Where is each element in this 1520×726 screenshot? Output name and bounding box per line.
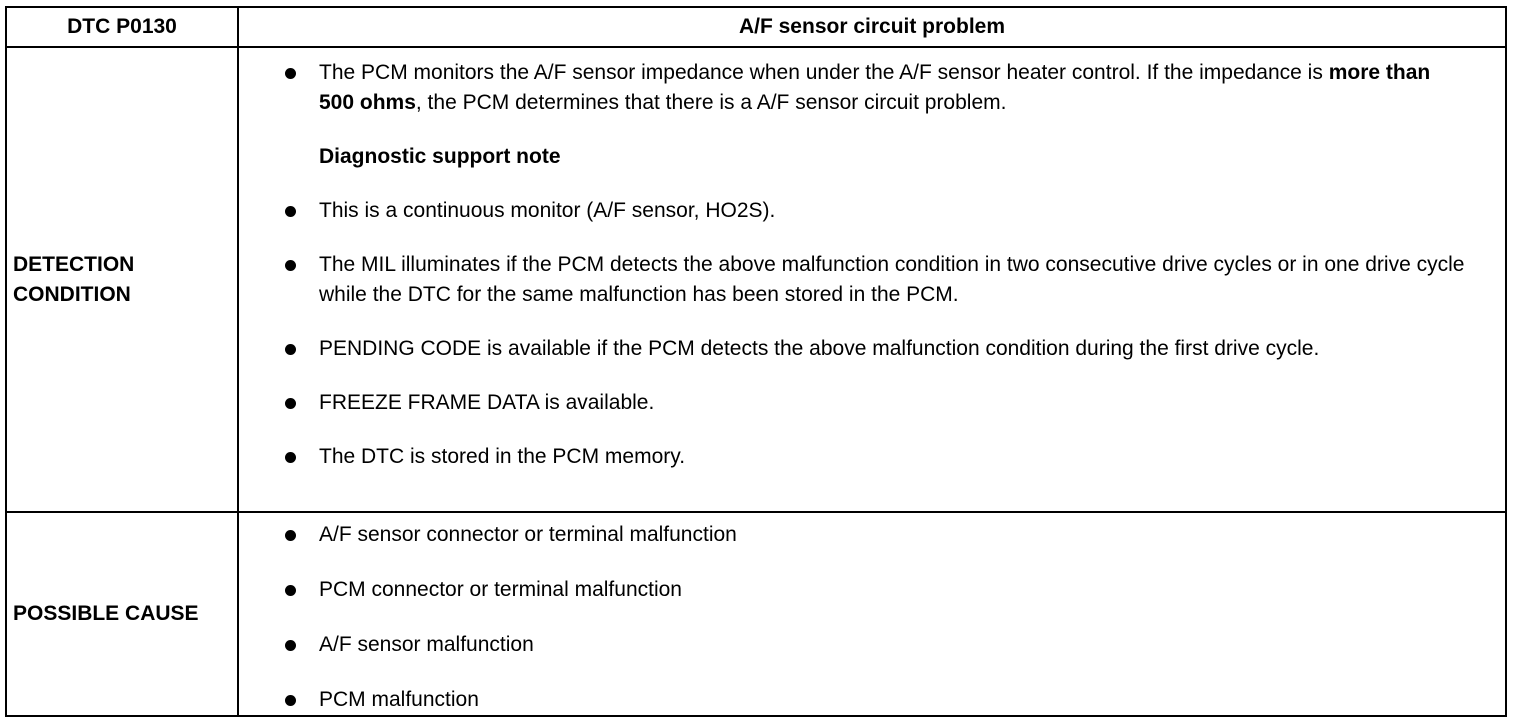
- cause-item-text: A/F sensor malfunction: [319, 633, 534, 656]
- detection-condition-label: [6, 47, 238, 512]
- cause-item: [239, 575, 1505, 605]
- cause-item: [239, 520, 1505, 550]
- diagnostic-support-note-heading: Diagnostic support note: [319, 145, 561, 168]
- detection-item-text: The DTC is stored in the PCM memory.: [319, 445, 686, 468]
- detection-label-line1: DETECTION: [13, 252, 135, 276]
- cause-item-text: A/F sensor connector or terminal malfunction: [319, 523, 737, 546]
- bullet-icon: [285, 452, 296, 463]
- cause-item: [239, 630, 1505, 660]
- detection-item: [239, 334, 1505, 364]
- detection-list: [239, 48, 1505, 472]
- possible-cause-list: [239, 513, 1505, 715]
- note-heading-wrapper: [239, 142, 1505, 172]
- header-row: [6, 7, 1506, 47]
- possible-cause-content: [238, 512, 1506, 716]
- bullet-icon: [285, 68, 296, 79]
- detection-item-text: This is a continuous monitor (A/F sensor, HO2S).: [319, 199, 776, 222]
- detection-item-text: PENDING CODE is available if the PCM detects the above malfunction condition during the first drive cycle.: [319, 337, 1320, 360]
- bullet-icon: [285, 344, 296, 355]
- bullet-icon: [285, 640, 296, 651]
- detection-item: [239, 442, 1505, 472]
- bullet-icon: [285, 585, 296, 596]
- detection-item: [239, 250, 1505, 310]
- detection-item-text: FREEZE FRAME DATA is available.: [319, 391, 655, 414]
- detection-condition-row: [6, 47, 1506, 512]
- cause-item: [239, 685, 1505, 715]
- cause-item-text: PCM connector or terminal malfunction: [319, 578, 682, 601]
- bullet-icon: [285, 260, 296, 271]
- detection-item-impedance-post: , the PCM determines that there is a A/F sensor circuit problem.: [415, 91, 1007, 114]
- dtc-title-cell: A/F sensor circuit problem: [238, 7, 1506, 47]
- detection-condition-content: [238, 47, 1506, 512]
- bullet-icon: [285, 206, 296, 217]
- bullet-icon: [285, 695, 296, 706]
- possible-cause-label: POSSIBLE CAUSE: [6, 512, 238, 716]
- detection-item: [239, 388, 1505, 418]
- dtc-code-cell: DTC P0130: [6, 7, 238, 47]
- bullet-icon: [285, 530, 296, 541]
- dtc-table: [5, 6, 1507, 717]
- cause-item-text: PCM malfunction: [319, 688, 479, 711]
- detection-item-text: The MIL illuminates if the PCM detects the above malfunction condition in two consecutive drive cycles or in one drive cycle while the DTC for the same malfunction has been stored in the PCM.: [319, 253, 1465, 306]
- detection-item-impedance: [239, 58, 1505, 118]
- detection-item: [239, 196, 1505, 226]
- possible-cause-row: [6, 512, 1506, 716]
- detection-label-line2: CONDITION: [13, 282, 131, 306]
- bullet-icon: [285, 398, 296, 409]
- detection-item-impedance-pre: The PCM monitors the A/F sensor impedance when under the A/F sensor heater control. If the impedance is: [319, 61, 1329, 84]
- detection-item-impedance-threshold: more than 500 ohms: [319, 61, 1431, 114]
